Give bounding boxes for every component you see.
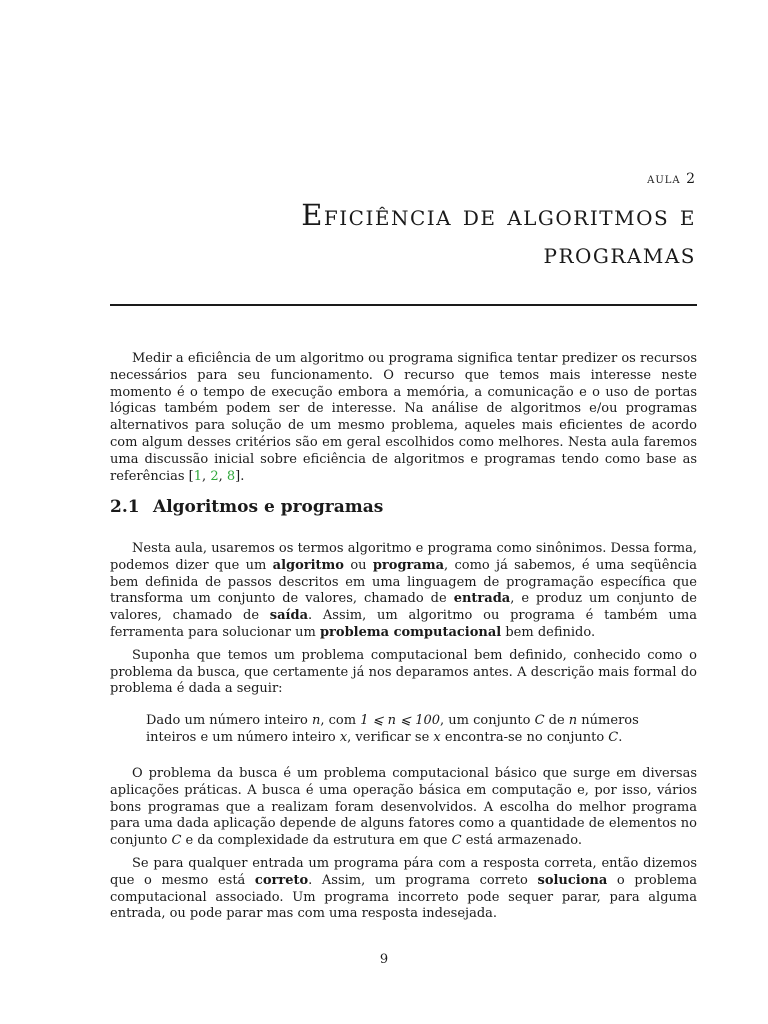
problem-statement: Dado um número inteiro n, com 1 ⩽ n ⩽ 100, um conjunto C de n números inteiros e um número inteiro x, verificar se x encontra-se no conjunto C. bbox=[146, 713, 639, 745]
section-body-2 bbox=[110, 766, 697, 923]
section-heading bbox=[110, 497, 383, 517]
chapter-title: Eficiência de algoritmos e programas bbox=[301, 198, 696, 270]
section-body-1 bbox=[110, 541, 697, 698]
section-title: Algoritmos e programas bbox=[153, 497, 384, 517]
citation-link-2[interactable]: 2 bbox=[210, 468, 219, 484]
paragraph-search-applications: O problema da busca é um problema computacional básico que surge em diversas aplicações práticas. A busca é uma operação básica em computação e, por isso, vários bons programas que a realizam foram desenvolvidos. A escolha do melhor programa para uma dada aplicação depende de alguns fatores como a quantidade de elementos no conjunto C e da complexidade da estrutura em que C está armazenado. bbox=[110, 766, 697, 849]
chapter-label: aula 2 bbox=[647, 171, 696, 187]
intro-paragraph: Medir a eficiência de um algoritmo ou programa significa tentar predizer os recursos necessários para seu funcionamento. O recurso que temos mais interesse neste momento é o tempo de execução embora a memória, a comunicação e o uso de portas lógicas também podem ser de interesse. Na análise de algoritmos e/ou programas alternativos para solução de um mesmo problema, aqueles mais eficientes de acordo com algum desses critérios são em geral escolhidos como melhores. Nesta aula faremos uma discussão inicial sobre eficiência de algoritmos e programas tendo como base as referências [1, 2, 8]. bbox=[110, 351, 697, 484]
section-number: 2.1 bbox=[110, 497, 140, 517]
citation-link-8[interactable]: 8 bbox=[226, 468, 236, 484]
title-rule bbox=[110, 304, 697, 306]
paragraph-search-problem: Suponha que temos um problema computacional bem definido, conhecido como o problema da busca, que certamente já nos deparamos antes. A descrição mais formal do problema é dada a seguir: bbox=[110, 647, 697, 697]
paragraph-correctness: Se para qualquer entrada um programa pára com a resposta correta, então dizemos que o mesmo está correto. Assim, um programa correto soluciona o problema computacional associado. Um programa incorreto pode sequer parar, para alguma entrada, ou pode parar mas com uma resposta indesejada. bbox=[110, 855, 697, 922]
page-number: 9 bbox=[379, 952, 389, 967]
paragraph-definition: Nesta aula, usaremos os termos algoritmo e programa como sinônimos. Dessa forma, podemos dizer que um algoritmo ou programa, como já sabemos, é uma seqüência bem definida de passos descritos em uma linguagem de programação específica que transforma um conjunto de valores, chamado de entrada, e produz um conjunto de valores, chamado de saída. Assim, um algoritmo ou programa é também uma ferramenta para solucionar um problema computacional bem definido. bbox=[110, 541, 698, 640]
citation-link-1[interactable]: 1 bbox=[193, 468, 203, 484]
